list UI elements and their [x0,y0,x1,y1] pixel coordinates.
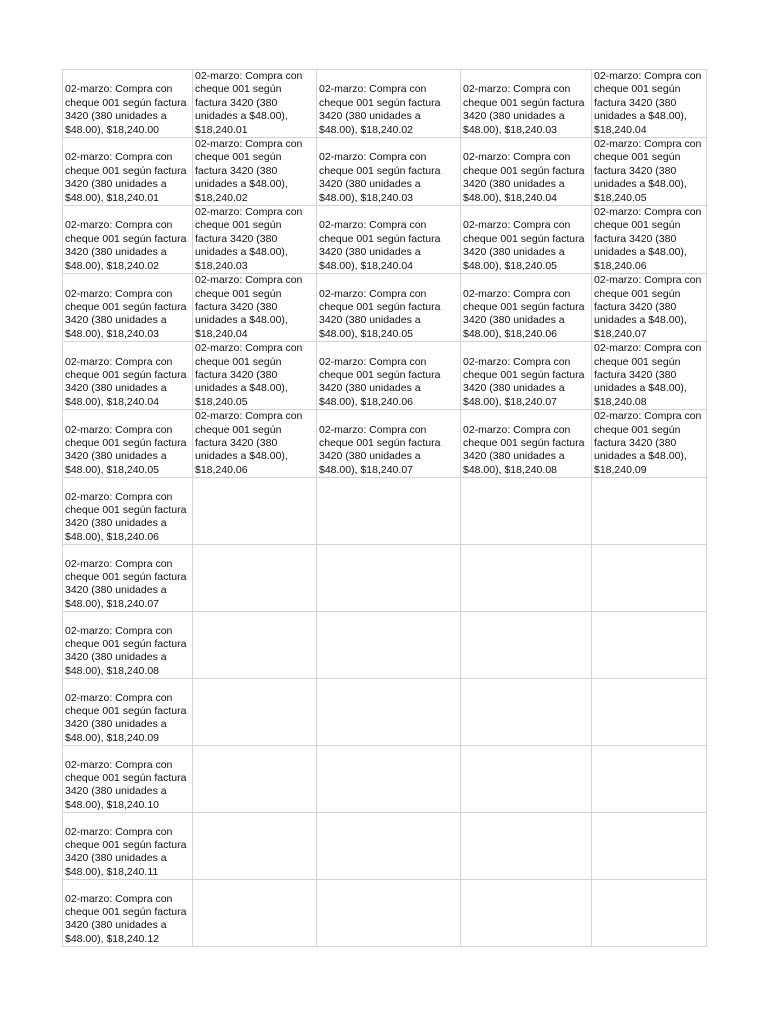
empty-cell[interactable] [592,746,707,813]
empty-cell[interactable] [317,813,461,880]
table-row [63,746,707,813]
spreadsheet-body [63,70,707,947]
table-row [63,342,707,410]
table-cell[interactable]: 02-marzo: Compra con cheque 001 según factura 3420 (380 unidades a $48.00), $18,240.05 [193,342,317,410]
table-cell[interactable]: 02-marzo: Compra con cheque 001 según factura 3420 (380 unidades a $48.00), $18,240.04 [461,138,592,206]
empty-cell[interactable] [193,478,317,545]
empty-cell[interactable] [193,612,317,679]
empty-cell[interactable] [317,880,461,947]
empty-cell[interactable] [461,813,592,880]
table-cell[interactable]: 02-marzo: Compra con cheque 001 según factura 3420 (380 unidades a $48.00), $18,240.04 [63,342,193,410]
table-cell[interactable]: 02-marzo: Compra con cheque 001 según factura 3420 (380 unidades a $48.00), $18,240.03 [461,70,592,138]
table-cell[interactable]: 02-marzo: Compra con cheque 001 según factura 3420 (380 unidades a $48.00), $18,240.12 [63,880,193,947]
table-cell[interactable]: 02-marzo: Compra con cheque 001 según factura 3420 (380 unidades a $48.00), $18,240.07 [461,342,592,410]
table-cell[interactable]: 02-marzo: Compra con cheque 001 según factura 3420 (380 unidades a $48.00), $18,240.07 [317,410,461,478]
empty-cell[interactable] [317,545,461,612]
table-cell[interactable]: 02-marzo: Compra con cheque 001 según factura 3420 (380 unidades a $48.00), $18,240.06 [193,410,317,478]
empty-cell[interactable] [193,813,317,880]
table-cell[interactable]: 02-marzo: Compra con cheque 001 según factura 3420 (380 unidades a $48.00), $18,240.04 [592,70,707,138]
table-cell[interactable]: 02-marzo: Compra con cheque 001 según factura 3420 (380 unidades a $48.00), $18,240.04 [317,206,461,274]
table-cell[interactable]: 02-marzo: Compra con cheque 001 según factura 3420 (380 unidades a $48.00), $18,240.06 [461,274,592,342]
table-row [63,478,707,545]
empty-cell[interactable] [461,545,592,612]
table-row [63,138,707,206]
table-cell[interactable]: 02-marzo: Compra con cheque 001 según factura 3420 (380 unidades a $48.00), $18,240.11 [63,813,193,880]
table-row [63,206,707,274]
table-row [63,612,707,679]
table-row [63,70,707,138]
table-cell[interactable]: 02-marzo: Compra con cheque 001 según factura 3420 (380 unidades a $48.00), $18,240.06 [63,478,193,545]
empty-cell[interactable] [461,612,592,679]
table-cell[interactable]: 02-marzo: Compra con cheque 001 según factura 3420 (380 unidades a $48.00), $18,240.06 [317,342,461,410]
table-cell[interactable]: 02-marzo: Compra con cheque 001 según factura 3420 (380 unidades a $48.00), $18,240.05 [461,206,592,274]
table-cell[interactable]: 02-marzo: Compra con cheque 001 según factura 3420 (380 unidades a $48.00), $18,240.01 [63,138,193,206]
empty-cell[interactable] [592,612,707,679]
table-cell[interactable]: 02-marzo: Compra con cheque 001 según factura 3420 (380 unidades a $48.00), $18,240.05 [63,410,193,478]
table-row [63,274,707,342]
table-cell[interactable]: 02-marzo: Compra con cheque 001 según factura 3420 (380 unidades a $48.00), $18,240.02 [317,70,461,138]
table-cell[interactable]: 02-marzo: Compra con cheque 001 según factura 3420 (380 unidades a $48.00), $18,240.02 [63,206,193,274]
spreadsheet-table [62,69,707,947]
table-cell[interactable]: 02-marzo: Compra con cheque 001 según factura 3420 (380 unidades a $48.00), $18,240.05 [317,274,461,342]
table-cell[interactable]: 02-marzo: Compra con cheque 001 según factura 3420 (380 unidades a $48.00), $18,240.07 [592,274,707,342]
table-cell[interactable]: 02-marzo: Compra con cheque 001 según factura 3420 (380 unidades a $48.00), $18,240.06 [592,206,707,274]
table-cell[interactable]: 02-marzo: Compra con cheque 001 según factura 3420 (380 unidades a $48.00), $18,240.00 [63,70,193,138]
table-cell[interactable]: 02-marzo: Compra con cheque 001 según factura 3420 (380 unidades a $48.00), $18,240.03 [193,206,317,274]
empty-cell[interactable] [317,478,461,545]
empty-cell[interactable] [461,880,592,947]
empty-cell[interactable] [193,880,317,947]
table-row [63,813,707,880]
empty-cell[interactable] [592,813,707,880]
table-row [63,679,707,746]
table-cell[interactable]: 02-marzo: Compra con cheque 001 según factura 3420 (380 unidades a $48.00), $18,240.03 [63,274,193,342]
empty-cell[interactable] [461,679,592,746]
empty-cell[interactable] [592,545,707,612]
table-cell[interactable]: 02-marzo: Compra con cheque 001 según factura 3420 (380 unidades a $48.00), $18,240.09 [63,679,193,746]
table-row [63,880,707,947]
table-cell[interactable]: 02-marzo: Compra con cheque 001 según factura 3420 (380 unidades a $48.00), $18,240.01 [193,70,317,138]
table-cell[interactable]: 02-marzo: Compra con cheque 001 según factura 3420 (380 unidades a $48.00), $18,240.08 [592,342,707,410]
table-cell[interactable]: 02-marzo: Compra con cheque 001 según factura 3420 (380 unidades a $48.00), $18,240.08 [461,410,592,478]
empty-cell[interactable] [193,679,317,746]
table-cell[interactable]: 02-marzo: Compra con cheque 001 según factura 3420 (380 unidades a $48.00), $18,240.08 [63,612,193,679]
empty-cell[interactable] [317,679,461,746]
table-row [63,410,707,478]
table-cell[interactable]: 02-marzo: Compra con cheque 001 según factura 3420 (380 unidades a $48.00), $18,240.07 [63,545,193,612]
table-cell[interactable]: 02-marzo: Compra con cheque 001 según factura 3420 (380 unidades a $48.00), $18,240.10 [63,746,193,813]
table-cell[interactable]: 02-marzo: Compra con cheque 001 según factura 3420 (380 unidades a $48.00), $18,240.02 [193,138,317,206]
table-cell[interactable]: 02-marzo: Compra con cheque 001 según factura 3420 (380 unidades a $48.00), $18,240.05 [592,138,707,206]
empty-cell[interactable] [592,880,707,947]
empty-cell[interactable] [193,746,317,813]
empty-cell[interactable] [461,478,592,545]
empty-cell[interactable] [461,746,592,813]
empty-cell[interactable] [193,545,317,612]
empty-cell[interactable] [592,679,707,746]
table-cell[interactable]: 02-marzo: Compra con cheque 001 según factura 3420 (380 unidades a $48.00), $18,240.09 [592,410,707,478]
empty-cell[interactable] [317,746,461,813]
table-row [63,545,707,612]
empty-cell[interactable] [592,478,707,545]
table-cell[interactable]: 02-marzo: Compra con cheque 001 según factura 3420 (380 unidades a $48.00), $18,240.04 [193,274,317,342]
empty-cell[interactable] [317,612,461,679]
table-cell[interactable]: 02-marzo: Compra con cheque 001 según factura 3420 (380 unidades a $48.00), $18,240.03 [317,138,461,206]
